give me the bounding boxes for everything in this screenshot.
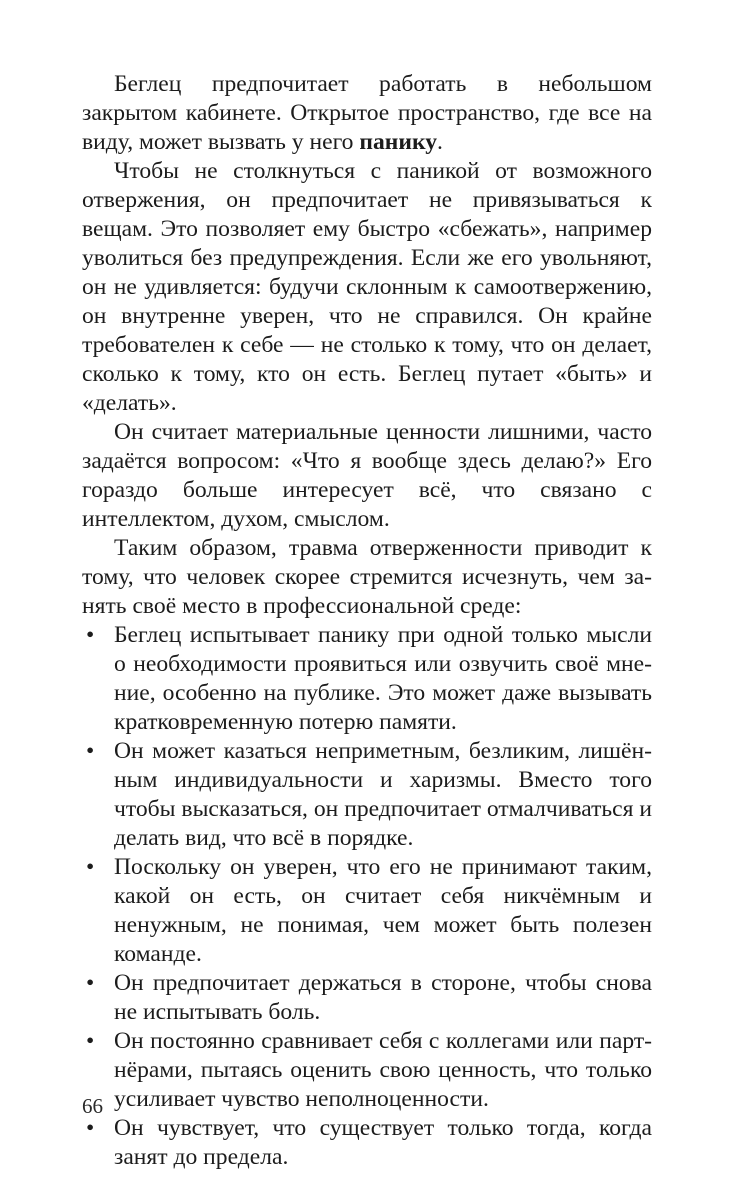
paragraph-trauma-summary: Таким образом, травма отверженности приводит к тому, что человек скорее стремится исчезнуть, чем занять своё место в профессиональной среде: [82, 535, 652, 619]
list-item [82, 621, 652, 737]
paragraph-workspace [82, 70, 652, 157]
list-item-text: Он чувствует, что существует только тогда, когда занят до предела. [114, 1115, 652, 1170]
page-number: 66 [82, 1094, 103, 1118]
bullet-marker: • [86, 970, 95, 996]
paragraph-rejection: Чтобы не столкнуться с паникой от возможного отвержения, он предпочитает не привязываться к вещам. Это позволяет ему быстро «сбежать», например уволиться без предупреждения. Если же его увольняют, он не удивляется: будучи склонным к самоотвержению, он внутренне уверен, что не справился. Он крайне требователен к себе — не столько к тому, что он делает, сколько к тому, кто он есть. Беглец путает «быть» и «делать». [82, 158, 652, 416]
bullet-list [82, 621, 652, 1172]
list-item-text: Он предпочитает держаться в стороне, чтобы снова не испытывать боль. [114, 970, 652, 1025]
bullet-marker: • [86, 738, 95, 764]
bullet-marker: • [86, 1028, 95, 1054]
list-item-text: Беглец испытывает панику при одной только мысли о необходимости проявиться или озвучить своё мнение, особенно на публике. Это может даже вызывать кратковременную потерю памяти. [114, 622, 652, 735]
paragraph-material-values: Он считает материальные ценности лишними, часто задаётся вопросом: «Что я вообще здесь делаю?» Его гораздо больше интересует всё, что связано с интеллектом, духом, смыслом. [82, 419, 652, 532]
list-item [82, 1114, 652, 1172]
list-item-text: Он постоянно сравнивает себя с коллегами или партнёрами, пытаясь оценить свою ценность, что только усиливает чувство неполноценности. [114, 1028, 652, 1112]
bold-term-panic: панику [359, 129, 438, 155]
list-item-text: Поскольку он уверен, что его не принимают таким, какой он есть, он считает себя никчёмным и ненужным, не понимая, чем может быть полезен команде. [114, 854, 652, 967]
list-item [82, 969, 652, 1027]
paragraph-workspace-end: . [437, 129, 443, 155]
list-item-text: Он может казаться неприметным, безликим, лишённым индивидуальности и харизмы. Вместо того чтобы высказаться, он предпочитает отмалчиваться и делать вид, что всё в порядке. [114, 738, 652, 851]
list-item [82, 853, 652, 969]
bullet-marker: • [86, 1115, 95, 1141]
list-item [82, 1027, 652, 1114]
bullet-marker: • [86, 622, 95, 648]
paragraph-workspace-start: Беглец предпочитает работать в небольшом закрытом кабинете. Открытое пространство, где все на виду, может вызвать у него [82, 71, 652, 155]
bullet-marker: • [86, 854, 95, 880]
body-text [82, 70, 652, 1172]
list-item [82, 737, 652, 853]
